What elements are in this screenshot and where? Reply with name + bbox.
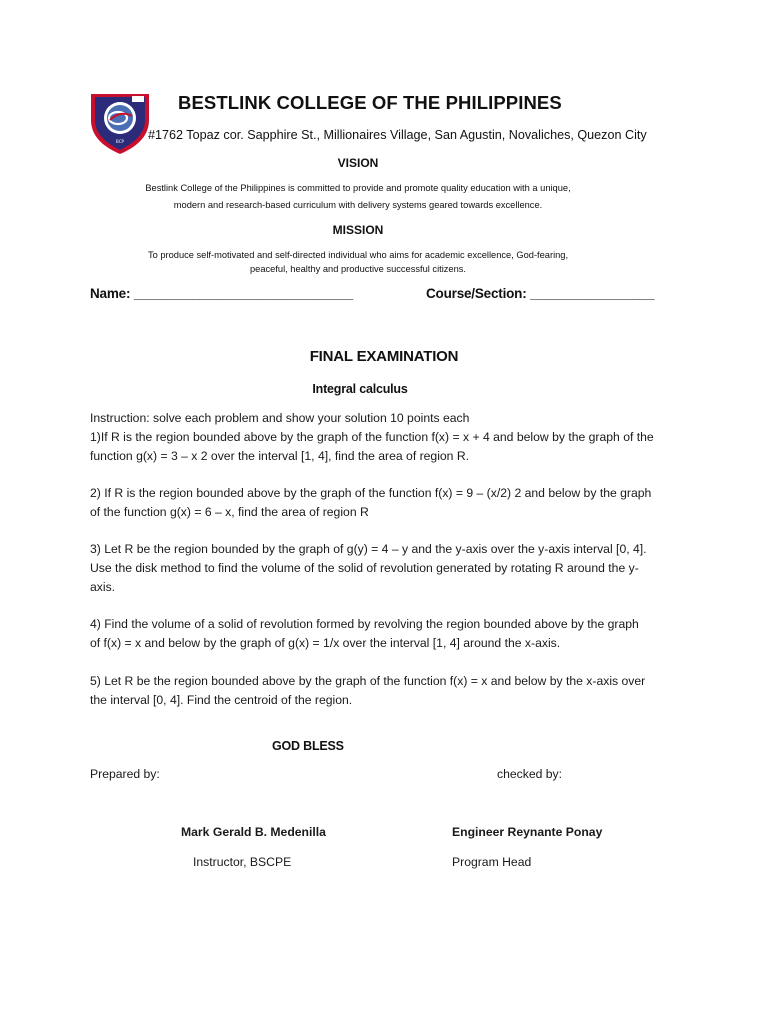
- problem-2: [90, 484, 690, 522]
- problem-1-line: function g(x) = 3 – x 2 over the interval [1, 4], find the area of region R.: [90, 449, 470, 463]
- vision-heading: VISION: [337, 156, 379, 170]
- exam-title: FINAL EXAMINATION: [309, 348, 459, 365]
- problem-2-line: 2) If R is the region bounded above by the graph of the function f(x) = 9 – (x/2) 2 and below by the graph: [90, 486, 652, 500]
- problem-3: [90, 540, 690, 597]
- problem-5-line: 5) Let R be the region bounded above by the graph of the function f(x) = x and below by the x-axis over: [90, 674, 646, 688]
- checker-title: Program Head: [452, 855, 532, 869]
- problem-3-line: 3) Let R be the region bounded by the graph of g(y) = 4 – y and the y-axis over the y-axis interval [0, 4].: [90, 542, 647, 556]
- preparer-title: Instructor, BSCPE: [193, 855, 292, 869]
- mission-text: [0, 248, 716, 276]
- vision-line: modern and research-based curriculum with delivery systems geared towards excellence.: [173, 200, 543, 210]
- problem-4-line: 4) Find the volume of a solid of revolution formed by revolving the region bounded above by the graph: [90, 617, 639, 631]
- problem-5: [90, 672, 690, 710]
- problem-3-line: axis.: [90, 580, 116, 594]
- vision-line: Bestlink College of the Philippines is committed to provide and promote quality education with a unique,: [145, 183, 571, 193]
- mission-line: To produce self-motivated and self-directed individual who aims for academic excellence, God-fearing,: [147, 250, 569, 260]
- college-address: #1762 Topaz cor. Sapphire St., Millionaires Village, San Agustin, Novaliches, Quezon City: [148, 128, 647, 142]
- problem-1-line: 1)If R is the region bounded above by the graph of the function f(x) = x + 4 and below by the graph of the: [90, 430, 654, 444]
- svg-text:BCP: BCP: [116, 139, 124, 144]
- problem-3-line: Use the disk method to find the volume of the solid of revolution generated by rotating R around the y-: [90, 561, 639, 575]
- prepared-by-label: Prepared by:: [90, 767, 160, 781]
- problem-4-line: of f(x) = x and below by the graph of g(x) = 1/x over the interval [1, 4] around the x-axis.: [90, 636, 561, 650]
- name-field: Name: ______________________________: [90, 286, 354, 301]
- exam-subtitle: Integral calculus: [312, 382, 408, 396]
- problem-5-line: the interval [0, 4]. Find the centroid of the region.: [90, 693, 353, 707]
- college-name: BESTLINK COLLEGE OF THE PHILIPPINES: [178, 92, 562, 113]
- instruction-and-problem-1: [90, 409, 690, 466]
- problem-2-line: of the function g(x) = 6 – x, find the area of region R: [90, 505, 369, 519]
- instruction-text: Instruction: solve each problem and show your solution 10 points each: [90, 411, 470, 425]
- preparer-name: Mark Gerald B. Medenilla: [181, 825, 326, 839]
- checker-name: Engineer Reynante Ponay: [452, 825, 603, 839]
- god-bless-text: GOD BLESS: [272, 739, 344, 753]
- checked-by-label: checked by:: [497, 767, 563, 781]
- college-logo-icon: [88, 90, 152, 156]
- mission-line: peaceful, healthy and productive successful citizens.: [249, 264, 467, 274]
- course-section-field: Course/Section: _________________: [426, 286, 655, 301]
- mission-heading: MISSION: [332, 223, 384, 237]
- vision-text: [0, 181, 716, 212]
- problem-4: [90, 615, 690, 653]
